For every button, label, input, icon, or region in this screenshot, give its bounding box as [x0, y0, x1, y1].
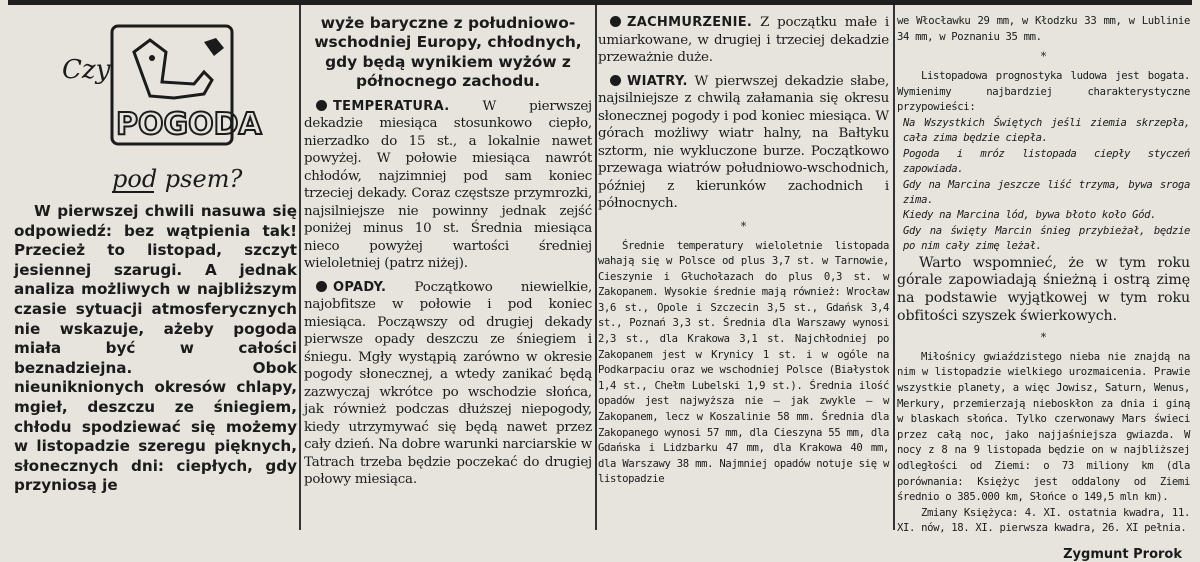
column-divider	[893, 5, 895, 530]
logo-word-czy: Czy	[62, 55, 111, 85]
top-rule	[8, 0, 1192, 5]
temperature-text: W pierwszej dekadzie miesiąca stosunkowo ciepło, nierzadko do 15 st., a lokalnie nawet powyżej. W połowie miesiąca nawrót chłodów, najzimniej pod sam koniec trzeciej dekady. Coraz częstsze przymrozki, najsilniejsze nie powinny jednak zejść poniżej minus 10 st. Średnia miesiąca nieco powyżej wartości średniej wieloletniej (patrz niżej).	[304, 98, 592, 272]
moon-phases: Zmiany Księżyca: 4. XI. ostatnia kwadra, 11. XI. nów, 18. XI. pierwsza kwadra, 26. XI pełnia.	[897, 506, 1190, 535]
folk-forecast-intro: Listopadowa prognostyka ludowa jest bogata. Wymienimy najbardziej charakterystyczne przypowieści:	[897, 70, 1190, 114]
separator-star: *	[1040, 50, 1047, 64]
astronomy-paragraph: Miłośnicy gwiaździstego nieba nie znajdą na nim w listopadzie wielkiego urozmaicenia. Prawie wszystkie planety, a więc Jowisz, Saturn, Wenus, Merkury, przemierzają nieboskłon za dnia i giną w blaskach słońca. Tylko czerwonawy Mars świeci przez całą noc, jako najjaśniejsza gwiazda. W nocy z 8 na 9 listopada będzie on w najbliższej odległości od Ziemi: o 73 miliony km (dla porównania: Księżyc jest oddalony od Ziemi średnio o 385.000 km, Słońce o 149,5 mln km).	[897, 350, 1190, 504]
folk-saying: Gdy na święty Marcin śnieg przybieżał, będzie po nim cały zimę leżał.	[903, 224, 1190, 253]
dog-logo-icon	[54, 22, 264, 202]
cloudiness-section	[598, 14, 889, 67]
winds-heading: WIATRY.	[627, 73, 688, 89]
bullet-icon	[610, 16, 621, 27]
bullet-icon	[316, 100, 327, 111]
precipitation-section	[304, 279, 592, 489]
lead-continuation: wyże baryczne z południowo-wschodniej Europy, chłodnych, gdy będą wynikiem wyżów z północnego zachodu.	[314, 14, 582, 91]
climate-stats-continuation: we Włocławku 29 mm, w Kłodzku 33 mm, w Lublinie 34 mm, w Poznaniu 35 mm.	[897, 15, 1190, 43]
highlanders-paragraph: Warto wspomnieć, że w tym roku górale zapowiadają śnieżną i ostrą zimę na podstawie wyjątkowej w tym roku obfitości szyszek świerkowych.	[897, 254, 1190, 325]
precipitation-text: Początkowo niewielkie, najobfitsze w połowie i pod koniec miesiąca. Począwszy od drugiej dekady pierwsze opady deszczu ze śniegiem i śniegu. Mgły wystąpią zarówno w okresie pogody słonecznej, a wtedy zanikać będą zazwyczaj wkrótce po wschodzie słońca, jak również podczas dłuższej niepogody, kiedy utrzymywać się będą nawet przez cały dzień. Na dobre warunki narciarskie w Tatrach trzeba będzie poczekać do drugiej połowy miesiąca.	[304, 279, 592, 488]
precipitation-heading: OPADY.	[333, 279, 387, 295]
folk-saying: Pogoda i mróz listopada ciepły styczeń zapowiada.	[903, 147, 1190, 176]
column-4	[897, 14, 1190, 562]
bullet-icon	[610, 75, 621, 86]
column-divider	[595, 5, 597, 530]
column-2	[304, 14, 592, 530]
bullet-icon	[316, 281, 327, 292]
folk-saying: Na Wszystkich Świętych jeśli ziemia skrzepła, cała zima będzie ciepła.	[903, 116, 1190, 145]
cloudiness-text: Z początku małe i umiarkowane, w drugiej i trzeciej dekadzie przeważnie duże.	[598, 15, 889, 65]
logo-word-pod-psem: pod psem?	[112, 165, 243, 193]
lead-paragraph: W pierwszej chwili nasuwa się odpowiedź: bez wątpienia tak! Przecież to listopad, szczyt jesiennej szarugi. A jednak analiza możliwych w najbliższym czasie sytuacji atmosferycznych nie wskazuje, ażeby pogoda miała być w całości beznadziejna. Obok nieuniknionych okresów chlapy, mgieł, deszczu ze śniegiem, chłodu spodziewać się możemy w listopadzie szeregu pięknych, słonecznych dni: ciepłych, gdy przyniosą je	[14, 202, 297, 495]
winds-text: W pierwszej dekadzie słabe, najsilniejsze z chwilą załamania się okresu słonecznej pogody i pod koniec miesiąca. W górach możliwy wiatr halny, na Bałtyku sztorm, nie wykluczone burze. Początkowo przewaga wiatrów południowo-wschodnich, później z kierunków zachodnich i północnych.	[598, 73, 889, 211]
separator-star: *	[1040, 330, 1047, 344]
author-signature: Zygmunt Prorok	[1063, 546, 1182, 562]
winds-section	[598, 73, 889, 213]
column-3	[598, 14, 889, 530]
temperature-section	[304, 98, 592, 273]
column-divider	[299, 5, 301, 530]
column-1	[14, 14, 297, 530]
cloudiness-heading: ZACHMURZENIE.	[627, 15, 753, 30]
title-logo	[14, 14, 297, 202]
folk-saying: Gdy na Marcina jeszcze liść trzyma, bywa sroga zima.	[903, 178, 1190, 206]
folk-saying: Kiedy na Marcina lód, bywa błoto koło Gód.	[903, 209, 1157, 222]
separator-star: *	[740, 219, 747, 233]
temperature-heading: TEMPERATURA.	[333, 98, 450, 114]
climate-stats: Średnie temperatury wieloletnie listopada wahają się w Polsce od plus 3,7 st. w Tarnowie, Cieszynie i Głuchołazach do plus 0,3 st. w Zakopanem. Wysokie średnie mają również: Wrocław 3,6 st., Opole i Szczecin 3,5 st., Gdańsk 3,4 st., Poznań 3,3 st. Średnia dla Warszawy wynosi 2,3 st., dla Krakowa 3,1 st. Najchłodniej po Zakopanem jest w Krynicy 1 st. i w ogóle na Podkarpaciu oraz we wschodniej Polsce (Białystok 1,4 st., Chełm Lubelski 1,9 st.). Średnia ilość opadów jest najwyższa nie — jak zwykle — w Zakopanem, lecz w Koszalinie 58 mm. Średnia dla Zakopanego wynosi 57 mm, dla Cieszyna 55 mm, dla Gdańska i Lidzbarku 47 mm, dla Krakowa 40 mm, dla Warszawy 38 mm. Najmniej opadów notuje się w listopadzie	[598, 239, 889, 486]
logo-word-pogoda: POGODA	[116, 107, 262, 142]
